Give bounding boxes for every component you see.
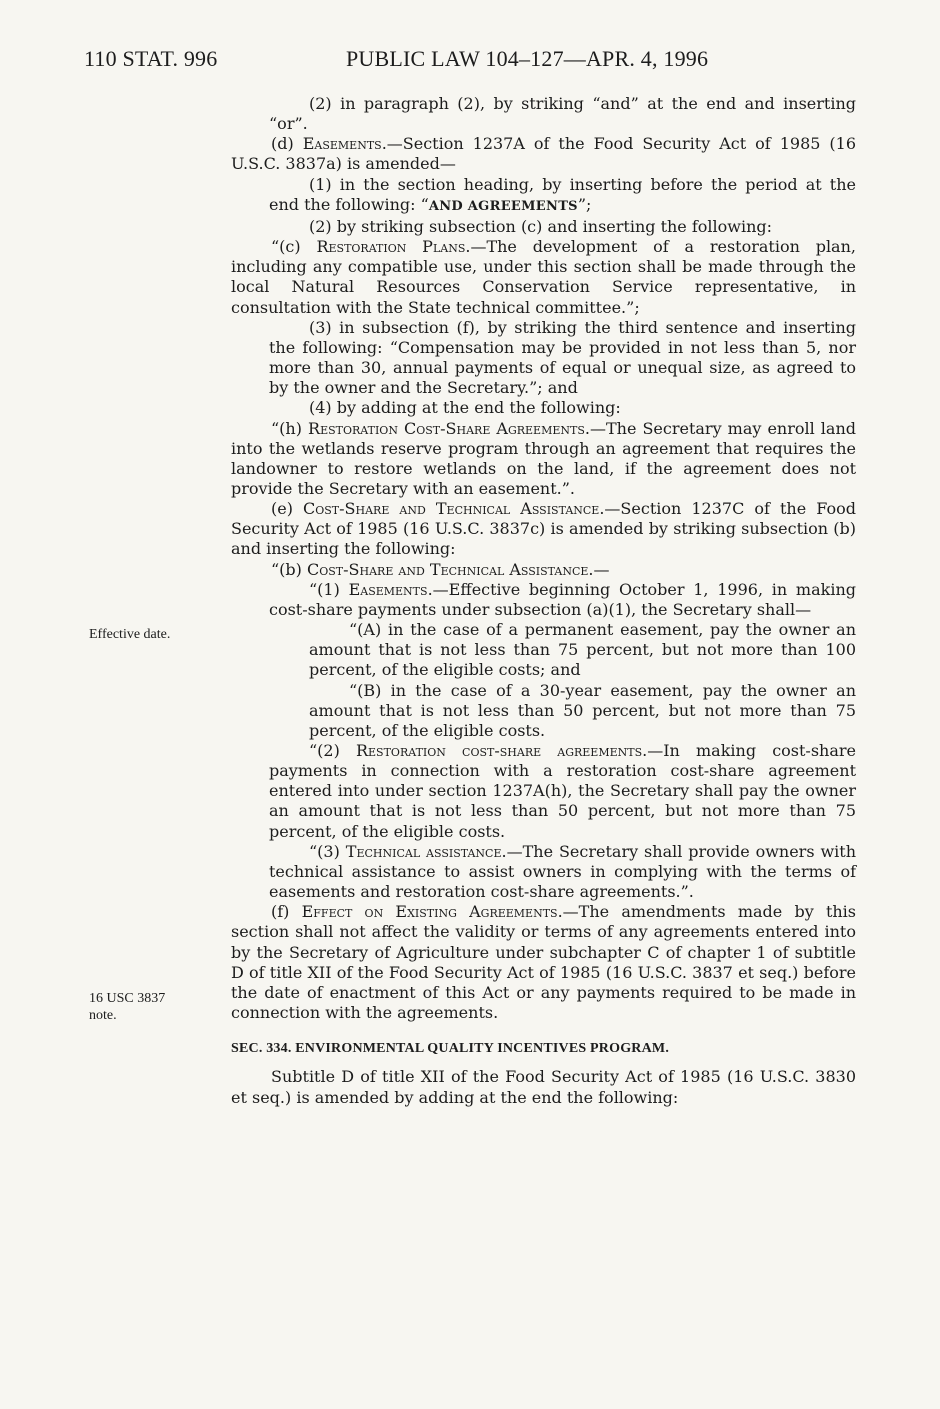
paragraph-e-number: (e) (271, 499, 304, 519)
paragraph-b1-text: .—Effective beginning October 1, 1996, in making cost-share payments under subsection (a)(1), the Secretary shall— (269, 579, 856, 619)
paragraph-d1-bold: AND AGREEMENTS (428, 198, 578, 214)
paragraph-b3-text: .—The Secretary shall provide owners with technical assistance to assist owners in complying with the terms of easements and restoration cost-share agreements.”. (269, 841, 857, 902)
paragraph-d-number: (d) (271, 134, 303, 154)
paragraph-e-text: .—Section 1237C of the Food Security Act of 1985 (16 U.S.C. 3837c) is amended by striking subsection (b) and inserting the following: (231, 499, 856, 559)
paragraph-d1 (231, 175, 856, 217)
stat-citation: 110 STAT. 996 (84, 46, 218, 71)
paragraph-h-heading: Restoration Cost-Share Agreements (308, 418, 585, 438)
paragraph-d-text: .—Section 1237A of the Food Security Act of 1985 (16 U.S.C. 3837a) is amended— (231, 134, 857, 174)
paragraph-rc-text: .—The development of a restoration plan, including any compatible use, under this section shall be made through the local Natural Resources Conservation Service representative, in consultation with the State technical committee.”; (231, 237, 856, 317)
paragraph-b-number: “(b) (271, 559, 307, 579)
paragraph-f-number: (f) (271, 902, 302, 922)
paragraph-b3 (231, 842, 856, 902)
paragraph-bB: “(B) in the case of a 30-year easement, pay the owner an amount that is not less than 50 percent, but not more than 75 percent, of the eligible costs. (309, 680, 856, 740)
paragraph-b2-heading: Restoration cost-share agreements (355, 741, 643, 760)
paragraph-f-text: .—The amendments made by this section shall not affect the validity or terms of any agreements entered into by the Secretary of Agriculture under subchapter C of chapter 1 of subtitle D of title XII of the Food Security Act of 1985 (16 U.S.C. 3837 et seq.) before the date of enactment of this Act or any payments required to be made in connection with the agreements. (231, 902, 857, 1023)
paragraph-c2: (2) in paragraph (2), by striking “and” at the end and inserting “or”. (269, 94, 856, 134)
paragraph-b2-number: “(2) (309, 741, 356, 760)
paragraph-d (231, 134, 856, 174)
paragraph-b3-heading: Technical assistance (345, 841, 502, 861)
page-header (84, 46, 784, 76)
paragraph-d-heading: Easements (302, 134, 382, 154)
paragraph-d4: (4) by adding at the end the following: (309, 398, 621, 418)
margin-note-usc-line1: 16 USC 3837 (89, 991, 166, 1006)
paragraph-f-heading: Effect on Existing Agreements (301, 902, 558, 922)
paragraph-b1 (231, 580, 856, 620)
page-body (231, 94, 856, 1108)
paragraph-b2-text: .—In making cost-share payments in connection with a restoration cost-share agreement entered into under section 1237A(h), the Secretary shall pay the owner an amount that is not less than 50 percent, but not more than 75 percent, of the eligible costs. (269, 741, 856, 841)
paragraph-b2 (231, 741, 856, 842)
margin-note-effective-date: Effective date. (89, 627, 171, 642)
paragraph-h-text: .—The Secretary may enroll land into the wetlands reserve program through an agreement that requires the landowner to restore wetlands on the land, if the agreement does not provide the Secretary with an easement.”. (231, 418, 857, 498)
paragraph-b-heading: Cost-Share and Technical Assistance (307, 559, 589, 579)
margin-note-usc-line2: note. (89, 1008, 117, 1023)
running-head: PUBLIC LAW 104–127—APR. 4, 1996 (346, 46, 709, 71)
paragraph-b3-number: “(3) (309, 841, 346, 861)
paragraph-d3: (3) in subsection (f), by striking the third sentence and inserting the following: “Compensation may be provided in not less than 5, nor more than 30, annual payments of equal or unequal size, as agreed to by the owner and the Secretary.”; and (269, 317, 856, 398)
paragraph-rc-number: “(c) (271, 237, 317, 257)
section-heading: SEC. 334. ENVIRONMENTAL QUALITY INCENTIVES PROGRAM. (231, 1041, 670, 1057)
paragraph-b-text: .— (588, 559, 610, 579)
paragraph-final: Subtitle D of title XII of the Food Security Act of 1985 (16 U.S.C. 3830 et seq.) is amended by adding at the end the following: (231, 1067, 856, 1107)
paragraph-d1-pre: (1) in the section heading, by inserting before the period at the end the following: “ (269, 174, 856, 214)
paragraph-rc-heading: Restoration Plans (316, 237, 466, 257)
paragraph-e (231, 499, 856, 559)
paragraph-h (231, 419, 856, 500)
paragraph-d2: (2) by striking subsection (c) and inserting the following: (309, 216, 773, 236)
paragraph-b (231, 560, 856, 580)
paragraph-d1-post: ”; (577, 194, 592, 214)
paragraph-f (231, 902, 856, 1023)
paragraph-restoration-plans (231, 237, 856, 318)
paragraph-b1-number: “(1) (309, 579, 349, 599)
paragraph-bA: “(A) in the case of a permanent easement, pay the owner an amount that is not less than 75 percent, but not more than 100 percent, of the eligible costs; and (309, 620, 856, 680)
paragraph-e-heading: Cost-Share and Technical Assistance (303, 499, 600, 519)
paragraph-b1-heading: Easements (348, 579, 428, 599)
paragraph-h-number: “(h) (271, 418, 309, 438)
